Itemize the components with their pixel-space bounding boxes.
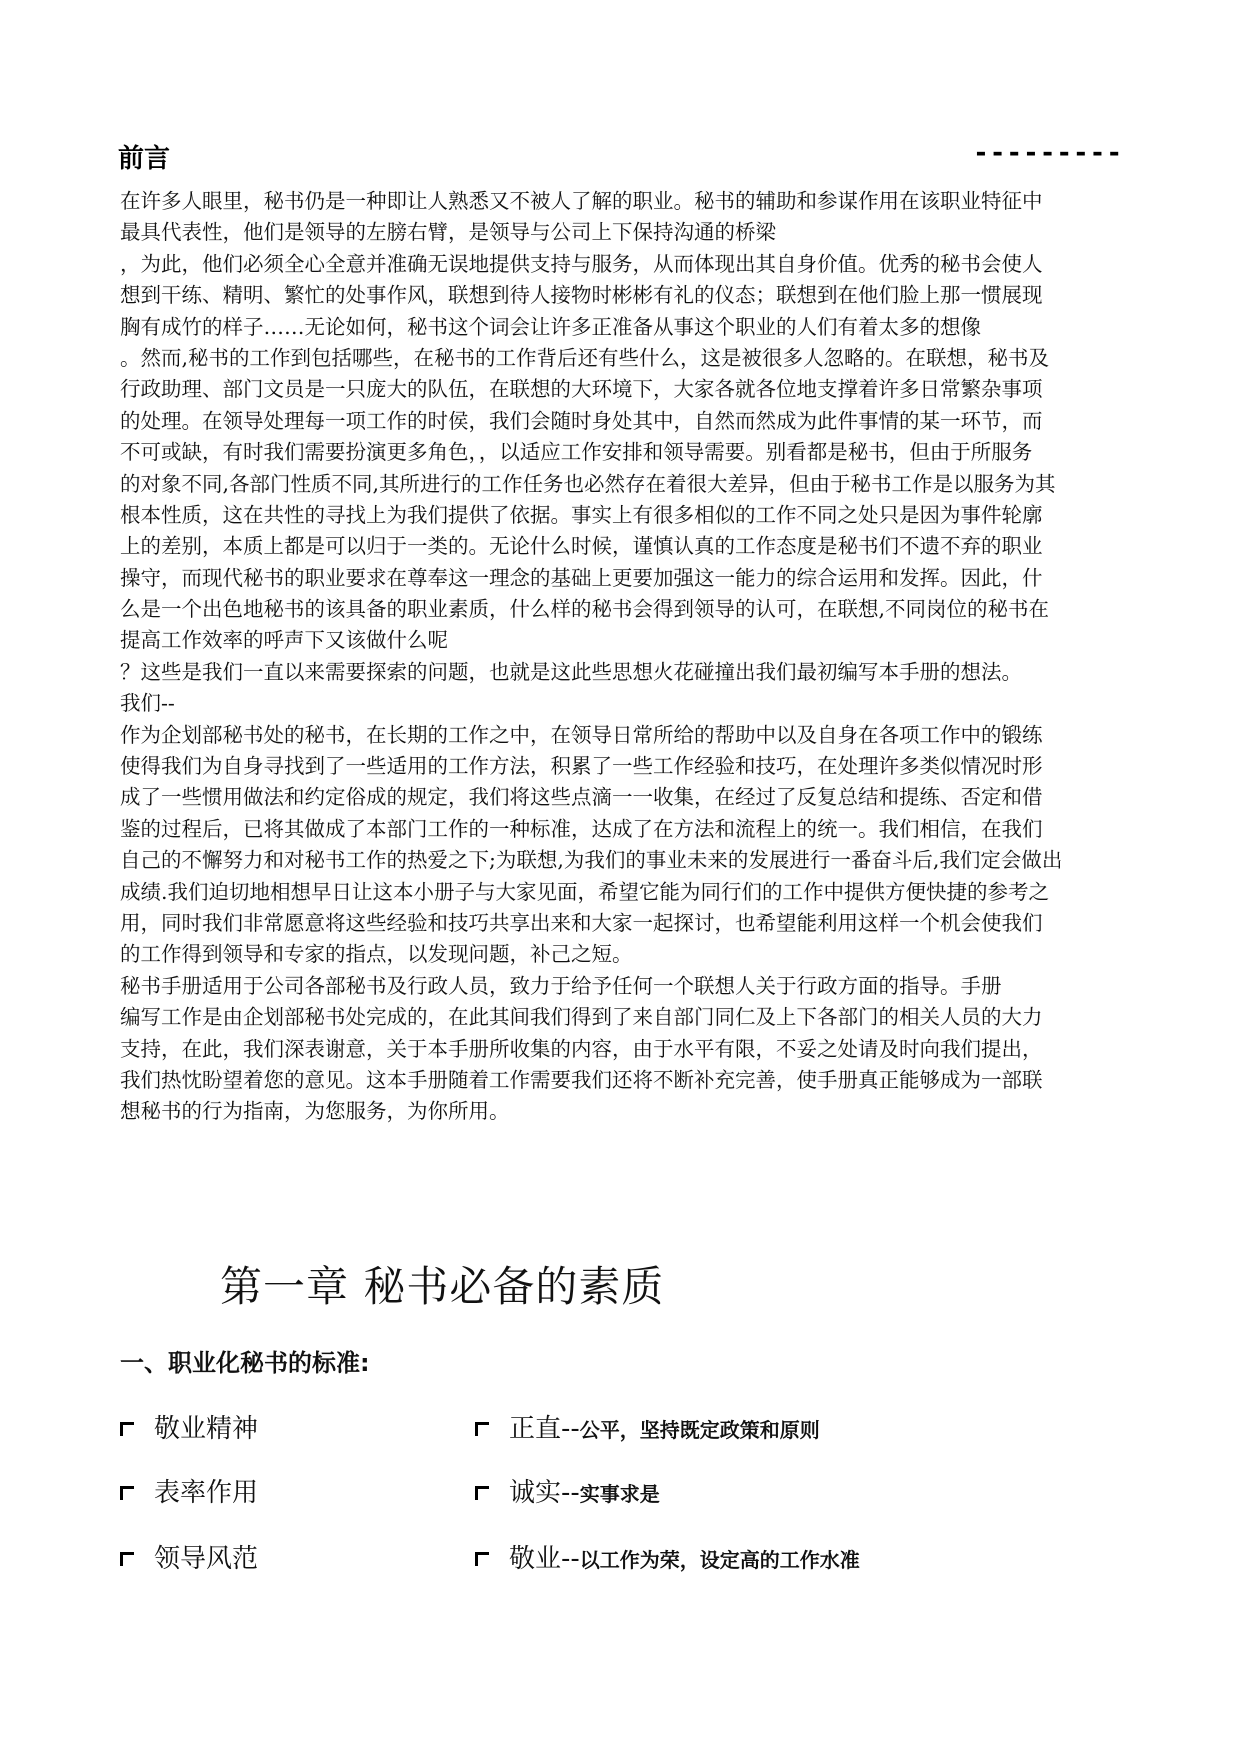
standard-description: 公平，坚持既定政策和原则 [579,1418,820,1442]
preface-header [118,138,1123,172]
standard-text [509,1408,820,1445]
preface-body [120,186,1130,1128]
preface-line: 在许多人眼里，秘书仍是一种即让人熟悉又不被人了解的职业。秘书的辅助和参谋作用在该职业特征中 [120,189,1043,213]
preface-line: 想秘书的行为指南，为您服务，为你所用。 [120,1099,510,1124]
corner-bullet-icon [475,1552,489,1566]
standard-label: 敬业精神 [154,1414,259,1444]
preface-line: 我们热忱盼望着您的意见。这本手册随着工作需要我们还将不断补充完善，使手册真正能够成为一部联 [120,1067,1043,1092]
section-heading: 一、职业化秘书的标准: [120,1349,370,1377]
preface-line: 使得我们为自身寻找到了一些适用的工作方法，积累了一些工作经验和技巧，在处理许多类似情况时形 [120,754,1043,779]
corner-bullet-icon [120,1422,134,1436]
preface-line: 成了一些惯用做法和约定俗成的规定，我们将这些点滴一一收集，在经过了反复总结和提练、否定和借 [120,785,1043,810]
preface-line: 鉴的过程后，已将其做成了本部门工作的一种标准，达成了在方法和流程上的统一。我们相信，在我们 [120,816,1043,841]
preface-line: 根本性质，这在共性的寻找上为我们提供了依据。事实上有很多相似的工作不同之处只是因为事件轮廓 [120,502,1043,527]
standard-text [509,1472,660,1509]
preface-line: 胸有成竹的样子……无论如何，秘书这个词会让许多正准备从事这个职业的人们有着太多的想像 [120,314,981,339]
standard-label: 诚实-- [509,1478,580,1508]
preface-line: ？这些是我们一直以来需要探索的问题，也就是这此些思想火花碰撞出我们最初编写本手册的想法。 [120,659,1022,684]
preface-line: 最具代表性，他们是领导的左膀右臂，是领导与公司上下保持沟通的桥梁 [120,220,776,245]
corner-bullet-icon [120,1486,134,1500]
standard-description: 实事求是 [579,1482,660,1506]
standard-label: 表率作用 [154,1478,259,1508]
preface-line: 的处理。在领导处理每一项工作的时侯，我们会随时身处其中，自然而然成为此件事情的某一环节，而 [120,408,1043,433]
preface-line: 成绩.我们迫切地相想早日让这本小册子与大家见面，希望它能为同行们的工作中提供方便快捷的参考之 [120,879,1050,904]
preface-title: 前言 [118,144,171,174]
preface-line: 行政助理、部门文员是一只庞大的队伍，在联想的大环境下，大家各就各位地支撑着许多日常繁杂事项 [120,377,1043,402]
preface-dashes: --------- [973,138,1123,168]
preface-line: 上的差别，本质上都是可以归于一类的。无论什么时候，谨慎认真的工作态度是秘书们不遗不弃的职业 [120,534,1043,559]
preface-line: 秘书手册适用于公司各部秘书及行政人员，致力于给予任何一个联想人关于行政方面的指导。手册 [120,973,1002,998]
corner-bullet-icon [475,1486,489,1500]
standard-text [509,1538,860,1575]
standard-description: 以工作为荣，设定高的工作水准 [579,1548,860,1572]
preface-line: 的对象不同,各部门性质不同,其所进行的工作任务也必然存在着很大差异，但由于秘书工作是以服务为其 [120,471,1056,496]
preface-line: 想到干练、精明、繁忙的处事作风，联想到待人接物时彬彬有礼的仪态；联想到在他们脸上那一惯展现 [120,283,1043,308]
preface-line: 不可或缺，有时我们需要扮演更多角色，，以适应工作安排和领导需要。别看都是秘书，但由于所服务 [120,440,1033,465]
preface-line: 用，同时我们非常愿意将这些经验和技巧共享出来和大家一起探讨，也希望能利用这样一个机会使我们 [120,910,1043,935]
preface-line: 作为企划部秘书处的秘书，在长期的工作之中，在领导日常所给的帮助中以及自身在各项工作中的锻练 [120,722,1043,747]
preface-line: 操守，而现代秘书的职业要求在尊奉这一理念的基础上更要加强这一能力的综合运用和发挥。因此，什 [120,565,1043,590]
chapter-title: 第一章 秘书必备的素质 [220,1262,665,1311]
preface-line: 我们-- [120,691,175,716]
corner-bullet-icon [120,1552,134,1566]
corner-bullet-icon [475,1422,489,1436]
preface-line: ，为此，他们必须全心全意并准确无误地提供支持与服务，从而体现出其自身价值。优秀的秘书会使人 [120,251,1043,276]
preface-line: 。然而,秘书的工作到包括哪些，在秘书的工作背后还有些什么，这是被很多人忽略的。在联想，秘书及 [120,345,1050,370]
standard-label: 敬业-- [509,1544,580,1574]
preface-line: 么是一个出色地秘书的该具备的职业素质，什么样的秘书会得到领导的认可，在联想,不同岗位的秘书在 [120,597,1050,622]
standard-label: 正直-- [509,1414,580,1444]
preface-line: 编写工作是由企划部秘书处完成的，在此其间我们得到了来自部门同仁及上下各部门的相关人员的大力 [120,1005,1043,1030]
preface-line: 的工作得到领导和专家的指点，以发现问题，补己之短。 [120,942,633,967]
standard-label: 领导风范 [154,1544,259,1574]
preface-line: 自己的不懈努力和对秘书工作的热爱之下;为联想,为我们的事业未来的发展进行一番奋斗后,我们定会做出 [120,848,1063,873]
preface-line: 提高工作效率的呼声下又该做什么呢 [120,628,448,653]
preface-line: 支持，在此，我们深表谢意，关于本手册所收集的内容，由于水平有限，不妥之处请及时向我们提出， [120,1036,1043,1061]
